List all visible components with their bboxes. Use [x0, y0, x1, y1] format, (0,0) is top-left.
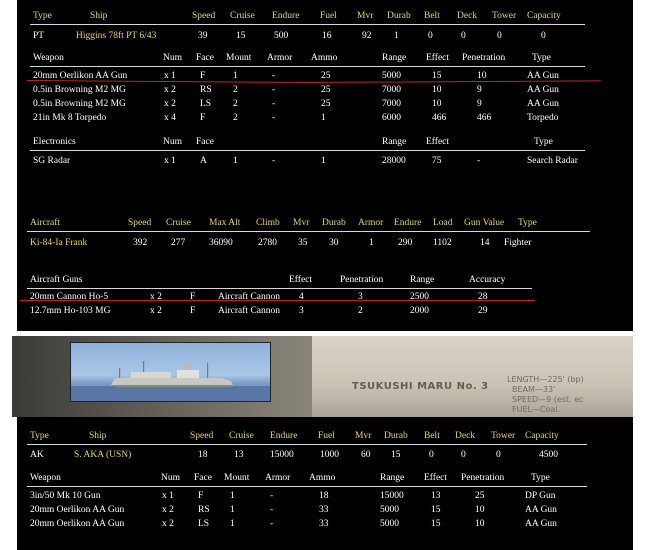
table-cell: 20mm Oerlikon AA Gun [30, 519, 125, 529]
col-tower: Tower [492, 11, 517, 21]
cell: 0 [497, 31, 502, 41]
col-cruise: Cruise [229, 431, 254, 441]
table-cell: 15 [431, 505, 441, 515]
table-cell: 0.5in Browning M2 MG [33, 99, 126, 109]
col-face: Face [194, 473, 212, 483]
table-cell: 25 [475, 491, 485, 501]
reference-note: SPEED—9 (est. ec [512, 395, 584, 404]
cell: 15000 [270, 450, 294, 460]
cell: x 1 [164, 156, 176, 166]
col-durab: Durab [384, 431, 408, 441]
divider [27, 444, 587, 445]
col-belt: Belt [424, 431, 440, 441]
cell: 1 [369, 238, 374, 248]
cell: 1102 [433, 238, 452, 248]
divider [27, 288, 532, 289]
table-cell: 7000 [382, 85, 401, 95]
col-speed: Speed [128, 218, 152, 228]
cell: 2780 [258, 238, 277, 248]
col-mvr: Mvr [355, 431, 372, 441]
col-armor: Armor [358, 218, 384, 228]
table-cell: 33 [319, 505, 329, 515]
table-cell: 10 [432, 99, 442, 109]
col-num: Num [161, 473, 180, 483]
cell: 1000 [320, 450, 339, 460]
table-cell: 2500 [410, 292, 429, 302]
table-cell: AA Gun [525, 505, 557, 515]
table-cell: 5000 [380, 519, 399, 529]
col-endure: Endure [394, 218, 422, 228]
cell: 277 [171, 238, 186, 248]
table-cell: Aircraft Cannon [218, 292, 280, 302]
table-cell: 29 [478, 306, 488, 316]
cell: AK [30, 450, 44, 460]
cell: 290 [398, 238, 413, 248]
table-cell: x 2 [162, 505, 174, 515]
cell: 4500 [539, 450, 558, 460]
table-cell: F [190, 306, 196, 316]
reference-caption: TSUKUSHI MARU No. 3 [352, 381, 489, 392]
divider [27, 486, 587, 487]
table-cell: F [190, 292, 196, 302]
cell: 0 [429, 450, 434, 460]
col-deck: Deck [455, 431, 476, 441]
table-cell: - [272, 71, 276, 81]
col-type: Type [33, 11, 52, 21]
table-cell: LS [200, 99, 212, 109]
col-type: Type [518, 218, 537, 228]
table-cell: 2 [358, 306, 363, 316]
reference-note: LENGTH—225' (bp) [507, 375, 584, 384]
col-endure: Endure [272, 11, 300, 21]
col-capacity: Capacity [525, 431, 559, 441]
cargo-ship-silhouette [71, 343, 270, 401]
table-cell: 4 [299, 292, 304, 302]
col-effect: Effect [426, 137, 450, 147]
col-ship: Ship [90, 11, 108, 21]
cell: - [477, 156, 481, 166]
table-cell: 10 [475, 505, 485, 515]
table-cell: 25 [321, 85, 331, 95]
col-armor: Armor [265, 473, 291, 483]
table-cell: 18 [319, 491, 329, 501]
col-weapon-type: Type [531, 473, 550, 483]
cell: 13 [234, 450, 244, 460]
reference-note: FUEL—Coal. [512, 405, 561, 414]
col-ammo: Ammo [311, 53, 338, 63]
table-cell: 20mm Oerlikon AA Gun [33, 71, 128, 81]
col-penetration: Penetration [462, 53, 506, 63]
col-tower: Tower [491, 431, 516, 441]
table-cell: - [272, 99, 276, 109]
table-cell: 466 [477, 113, 492, 123]
table-cell: 2000 [410, 306, 429, 316]
divider [30, 150, 585, 151]
table-cell: DP Gun [525, 491, 556, 501]
table-cell: 2 [233, 113, 238, 123]
table-cell: 6000 [382, 113, 401, 123]
cell: 60 [361, 450, 371, 460]
col-penetration: Penetration [461, 473, 505, 483]
table-cell: 15 [432, 71, 442, 81]
col-fuel: Fuel [320, 11, 337, 21]
col-endure: Endure [270, 431, 298, 441]
table-cell: 20mm Cannon Ho-5 [30, 292, 109, 302]
cell: 30 [329, 238, 339, 248]
table-cell: F [198, 491, 204, 501]
table-cell: 0.5in Browning M2 MG [33, 85, 126, 95]
col-cruise: Cruise [166, 218, 191, 228]
table-cell: 25 [321, 71, 331, 81]
col-durab: Durab [322, 218, 346, 228]
cell: 36090 [209, 238, 233, 248]
col-effect: Effect [289, 275, 313, 285]
cell: 75 [432, 156, 442, 166]
table-cell: 7000 [382, 99, 401, 109]
table-cell: x 2 [164, 99, 176, 109]
table-cell: x 1 [164, 71, 176, 81]
table-cell: 3in/50 Mk 10 Gun [30, 491, 101, 501]
cell: 35 [298, 238, 308, 248]
table-cell: F [200, 113, 206, 123]
table-cell: 21in Mk 8 Torpedo [33, 113, 107, 123]
col-belt: Belt [424, 11, 440, 21]
table-cell: 2 [233, 85, 238, 95]
table-cell: F [200, 71, 206, 81]
table-cell: 5000 [380, 505, 399, 515]
col-capacity: Capacity [527, 11, 561, 21]
cell: 18 [198, 450, 208, 460]
table-cell: x 4 [164, 113, 176, 123]
col-penetration: Penetration [340, 275, 384, 285]
col-armor: Armor [267, 53, 293, 63]
cell: 1 [233, 156, 238, 166]
table-cell: 3 [358, 292, 363, 302]
table-cell: 28 [478, 292, 488, 302]
col-climb: Climb [256, 218, 280, 228]
col-weapon: Weapon [33, 53, 64, 63]
cell: 500 [274, 31, 289, 41]
col-speed: Speed [190, 431, 214, 441]
table-cell: 33 [319, 519, 329, 529]
divider [27, 231, 590, 232]
col-mount: Mount [224, 473, 250, 483]
col-weapon: Weapon [30, 473, 61, 483]
col-range: Range [382, 137, 407, 147]
col-num: Num [163, 137, 182, 147]
cell: 15 [236, 31, 246, 41]
table-cell: 1 [230, 491, 235, 501]
col-range: Range [380, 473, 405, 483]
col-speed: Speed [192, 11, 216, 21]
table-cell: 12.7mm Ho-103 MG [30, 306, 111, 316]
table-cell: RS [198, 505, 210, 515]
table-cell: 9 [477, 85, 482, 95]
table-cell: - [270, 505, 274, 515]
cell: SG Radar [33, 156, 71, 166]
table-cell: 20mm Oerlikon AA Gun [30, 505, 125, 515]
table-cell: x 2 [162, 519, 174, 529]
reference-page [312, 336, 633, 417]
col-mvr: Mvr [293, 218, 310, 228]
table-cell: AA Gun [527, 99, 559, 109]
cell: 0 [461, 31, 466, 41]
col-face: Face [196, 53, 214, 63]
table-cell: 25 [321, 99, 331, 109]
col-range: Range [410, 275, 435, 285]
table-cell: 10 [432, 85, 442, 95]
cell: 39 [198, 31, 208, 41]
table-cell: x 2 [150, 292, 162, 302]
table-cell: 10 [477, 71, 487, 81]
col-load: Load [433, 218, 453, 228]
col-ship: Ship [89, 431, 107, 441]
table-cell: 1 [230, 519, 235, 529]
table-cell: 466 [432, 113, 447, 123]
col-aircraft: Aircraft [30, 218, 61, 228]
table-cell: 15000 [380, 491, 404, 501]
divider [30, 24, 585, 25]
col-accuracy: Accuracy [469, 275, 506, 285]
col-durab: Durab [387, 11, 411, 21]
cell: 0 [496, 450, 501, 460]
col-mvr: Mvr [357, 11, 374, 21]
table-cell: x 1 [162, 491, 174, 501]
col-ammo: Ammo [309, 473, 336, 483]
cell: 14 [480, 238, 490, 248]
table-cell: x 2 [164, 85, 176, 95]
cell: 0 [428, 31, 433, 41]
table-cell: 10 [475, 519, 485, 529]
table-cell: 15 [431, 519, 441, 529]
cell: Fighter [504, 238, 532, 248]
col-mount: Mount [226, 53, 252, 63]
col-type: Type [534, 137, 553, 147]
reference-note: BEAM—33' [512, 385, 556, 394]
ship-name: Higgins 78ft PT 6/43 [76, 31, 157, 41]
divider [30, 66, 585, 67]
table-cell: 9 [477, 99, 482, 109]
table-cell: 5000 [382, 71, 401, 81]
col-range: Range [382, 53, 407, 63]
table-cell: 1 [233, 71, 238, 81]
cell: 0 [461, 450, 466, 460]
table-cell: Aircraft Cannon [218, 306, 280, 316]
cell: - [272, 156, 276, 166]
col-max-alt: Max Alt [209, 218, 241, 228]
cell: PT [33, 31, 45, 41]
col-num: Num [163, 53, 182, 63]
table-cell: 1 [321, 113, 326, 123]
col-effect: Effect [424, 473, 448, 483]
cell: 0 [541, 31, 546, 41]
aircraft-name: Ki-84-Ia Frank [30, 238, 88, 248]
col-type: Type [30, 431, 49, 441]
table-cell: - [272, 113, 276, 123]
table-cell: x 2 [150, 306, 162, 316]
col-weapon-type: Type [532, 53, 551, 63]
cell: 392 [133, 238, 148, 248]
table-cell: RS [200, 85, 212, 95]
cell: 1 [394, 31, 399, 41]
cell: 92 [362, 31, 372, 41]
table-cell: Torpedo [527, 113, 559, 123]
table-cell: - [270, 491, 274, 501]
cell: 15 [391, 450, 401, 460]
cell: 1 [321, 156, 326, 166]
cell: Search Radar [527, 156, 578, 166]
col-deck: Deck [457, 11, 478, 21]
table-cell: - [272, 85, 276, 95]
table-cell: AA Gun [527, 85, 559, 95]
table-cell: 2 [233, 99, 238, 109]
table-cell: AA Gun [527, 71, 559, 81]
table-cell: 13 [431, 491, 441, 501]
col-face: Face [196, 137, 214, 147]
table-cell: LS [198, 519, 210, 529]
cell: 16 [322, 31, 332, 41]
table-cell: - [270, 519, 274, 529]
col-aircraft-guns: Aircraft Guns [30, 275, 83, 285]
table-cell: 3 [299, 306, 304, 316]
ship-name: S. AKA (USN) [74, 450, 132, 460]
col-gun-value: Gun Value [464, 218, 505, 228]
cell: A [200, 156, 207, 166]
col-effect: Effect [426, 53, 450, 63]
col-electronics: Electronics [33, 137, 76, 147]
cell: 28000 [382, 156, 406, 166]
col-fuel: Fuel [318, 431, 335, 441]
col-cruise: Cruise [230, 11, 255, 21]
ship-photo [70, 342, 271, 402]
table-cell: AA Gun [525, 519, 557, 529]
table-cell: 1 [230, 505, 235, 515]
